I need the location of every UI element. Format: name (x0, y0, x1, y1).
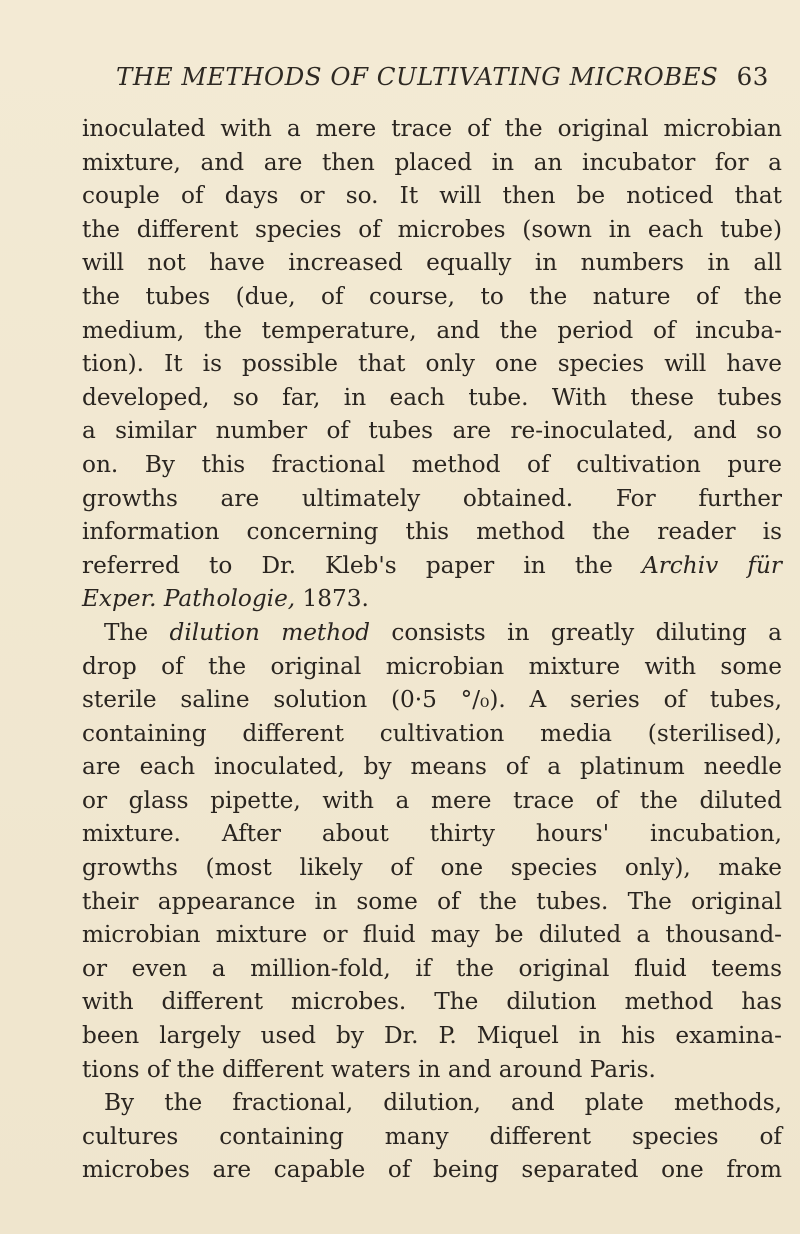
text-line: microbian mixture or fluid may be diluted a thousand- (82, 921, 782, 949)
text-line-paragraph-start: By the fractional, dilution, and plate methods, (104, 1089, 782, 1117)
body-text (82, 112, 782, 1187)
text-line: a similar number of tubes are re-inoculated, and so (82, 417, 782, 445)
text-line-paragraph-start: The dilution method consists in greatly diluting a (104, 618, 782, 646)
text-line: mixture, and are then placed in an incubator for a (82, 148, 782, 176)
page-number: 63 (736, 62, 769, 91)
text-line: information concerning this method the reader is (82, 518, 782, 546)
text-line: are each inoculated, by means of a platinum needle (82, 753, 782, 781)
text-line: developed, so far, in each tube. With these tubes (82, 383, 782, 411)
text-line: will not have increased equally in numbers in all (82, 249, 782, 277)
text-line: been largely used by Dr. P. Miquel in his examina- (82, 1022, 782, 1050)
journal-title: Archiv für (641, 551, 782, 579)
text-line: Exper. Pathologie, 1873. (82, 585, 369, 613)
text-line: tions of the different waters in and around Paris. (82, 1055, 656, 1083)
text-line: or even a million-fold, if the original fluid teems (82, 954, 782, 982)
text-line: inoculated with a mere trace of the original microbian (82, 115, 782, 142)
text-line: drop of the original microbian mixture with some (82, 652, 782, 680)
text-line: the tubes (due, of course, to the nature of the (82, 282, 782, 310)
text-line: or glass pipette, with a mere trace of the diluted (82, 786, 782, 814)
text-line: couple of days or so. It will then be noticed that (82, 182, 782, 210)
running-head (116, 62, 776, 91)
text-line: the different species of microbes (sown in each tube) (82, 215, 782, 243)
text-line: referred to Dr. Kleb's paper in the Archiv für (82, 551, 782, 579)
text-line: growths (most likely of one species only), make (82, 854, 782, 882)
text-line: growths are ultimately obtained. For further (82, 484, 782, 512)
text-line: cultures containing many different species of (82, 1122, 782, 1150)
text-line: sterile saline solution (0·5 °/₀). A series of tubes, (82, 686, 782, 714)
running-head-title: THE METHODS OF CULTIVATING MICROBES (116, 62, 719, 91)
text-line: containing different cultivation media (sterilised), (82, 719, 782, 747)
text-line: with different microbes. The dilution method has (82, 988, 782, 1016)
text-line: their appearance in some of the tubes. The original (82, 887, 782, 915)
text-line: mixture. After about thirty hours' incubation, (82, 820, 782, 848)
text-line: microbes are capable of being separated one from (82, 1156, 782, 1184)
emphasis-term: dilution method (169, 618, 370, 646)
text-line: tion). It is possible that only one species will have (82, 350, 782, 378)
text-line: medium, the temperature, and the period of incuba- (82, 316, 782, 344)
journal-title-cont: Exper. Pathologie, (82, 585, 296, 613)
text-line: on. By this fractional method of cultivation pure (82, 450, 782, 478)
